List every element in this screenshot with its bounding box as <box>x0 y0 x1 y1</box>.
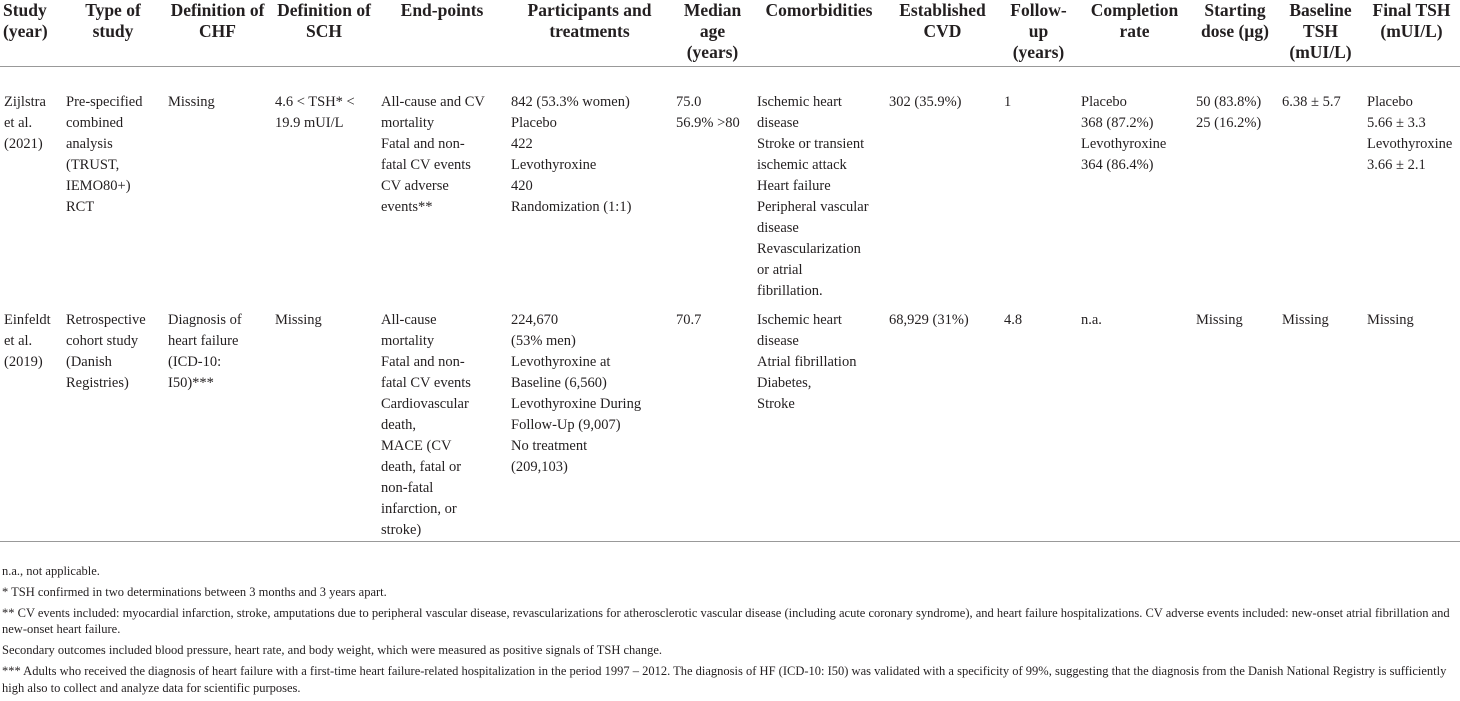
cell-line: No treatment <box>511 438 588 454</box>
cell-line: (2021) <box>4 136 43 152</box>
footnote: ** CV events included: myocardial infarction, stroke, amputations due to peripheral vascular disease, revascularizations for atherosclerotic vascular disease (including acute coronary syndrome), and heart failure hospitalizations. CV adverse events included: new-onset atrial fibrillation and new-onset heart failure. <box>2 605 1450 637</box>
cell-line: Fatal and non- <box>381 354 465 370</box>
header-age: Median age (years) <box>672 0 753 67</box>
cell-age <box>672 302 753 542</box>
table-row <box>0 302 1460 542</box>
cell-line: Levothyroxine <box>1367 136 1453 152</box>
cell-line: Registries) <box>66 375 129 391</box>
cell-line: disease <box>757 333 799 349</box>
header-baseline: Baseline TSH (mUI/L) <box>1278 0 1363 67</box>
footnotes <box>2 563 1457 701</box>
cell-line: death, <box>381 417 417 433</box>
header-dose: Starting dose (µg) <box>1192 0 1278 67</box>
header-type: Type of study <box>62 0 164 67</box>
cell-line: 4.8 <box>1004 312 1023 328</box>
cell-line: Peripheral vascular <box>757 199 869 215</box>
cell-line: non-fatal <box>381 480 434 496</box>
cell-line: 56.9% >80 <box>676 115 740 131</box>
footnote: *** Adults who received the diagnosis of heart failure with a first-time heart failure-related hospitalization in the period 1997 – 2012. The diagnosis of HF (ICD-10: I50) was validated with a specificity of 99%, suggesting that the diagnosis from the Danish National Registry is sufficiently high also to collect and analyze data for scientific purposes. <box>2 663 1447 695</box>
header-comorbidities: Comorbidities <box>753 0 885 67</box>
header-study: Study (year) <box>0 0 62 67</box>
cell-line: Ischemic heart <box>757 94 842 110</box>
cell-line: Missing <box>1196 312 1243 328</box>
cell-line: MACE (CV <box>381 438 452 454</box>
cell-line: cohort study <box>66 333 139 349</box>
cell-sch <box>271 302 377 542</box>
cell-line: mortality <box>381 115 435 131</box>
cell-line: Revascularization <box>757 241 861 257</box>
cell-line: Heart failure <box>757 178 831 194</box>
cell-line: Ischemic heart <box>757 312 842 328</box>
cell-line: 3.66 ± 2.1 <box>1367 157 1426 173</box>
cell-line: 422 <box>511 136 533 152</box>
footnote: n.a., not applicable. <box>2 564 100 578</box>
cell-line: events** <box>381 199 433 215</box>
header-sch: Definition of SCH <box>271 0 377 67</box>
cell-line: Baseline (6,560) <box>511 375 607 391</box>
cell-line: disease <box>757 220 799 236</box>
cell-line: n.a. <box>1081 312 1102 328</box>
cell-line: 50 (83.8%) <box>1196 94 1262 110</box>
cell-line: heart failure <box>168 333 239 349</box>
header-final: Final TSH (mUI/L) <box>1363 0 1460 67</box>
header-cvd: Established CVD <box>885 0 1000 67</box>
cell-final <box>1363 67 1460 303</box>
cell-cvd <box>885 67 1000 303</box>
cell-line: IEMO80+) <box>66 178 131 194</box>
cell-line: Pre-specified <box>66 94 143 110</box>
cell-line: Missing <box>275 312 322 328</box>
cell-line: fatal CV events <box>381 157 471 173</box>
cell-baseline <box>1278 67 1363 303</box>
cell-participants <box>507 302 672 542</box>
cell-line: 4.6 < TSH* < <box>275 94 355 110</box>
header-endpoints: End-points <box>377 0 507 67</box>
cell-line: Levothyroxine During <box>511 396 642 412</box>
cell-dose <box>1192 302 1278 542</box>
cell-line: infarction, or <box>381 501 457 517</box>
cell-dose <box>1192 67 1278 303</box>
cell-line: RCT <box>66 199 95 215</box>
cell-comorbidities <box>753 67 885 303</box>
cell-line: 842 (53.3% women) <box>511 94 630 110</box>
cell-line: Placebo <box>1081 94 1127 110</box>
cell-followup <box>1000 302 1077 542</box>
cell-line: 19.9 mUI/L <box>275 115 344 131</box>
cell-chf <box>164 67 271 303</box>
cell-line: mortality <box>381 333 435 349</box>
cell-line: Missing <box>168 94 215 110</box>
table-row <box>0 67 1460 303</box>
cell-line: Levothyroxine <box>1081 136 1167 152</box>
footnote: * TSH confirmed in two determinations between 3 months and 3 years apart. <box>2 584 387 599</box>
cell-line: 302 (35.9%) <box>889 94 962 110</box>
cell-baseline <box>1278 302 1363 542</box>
cell-participants <box>507 67 672 303</box>
header-completion: Completion rate <box>1077 0 1192 67</box>
cell-line: death, fatal or <box>381 459 462 475</box>
cell-line: 364 (86.4%) <box>1081 157 1154 173</box>
cell-line: 224,670 <box>511 312 559 328</box>
cell-line: Stroke or transient <box>757 136 865 152</box>
cell-line: Missing <box>1367 312 1414 328</box>
cell-line: et al. <box>4 115 33 131</box>
cell-line: Placebo <box>511 115 557 131</box>
cell-line: disease <box>757 115 799 131</box>
cell-completion <box>1077 67 1192 303</box>
cell-line: Levothyroxine <box>511 157 597 173</box>
cell-study <box>0 302 62 542</box>
cell-line: Levothyroxine at <box>511 354 611 370</box>
cell-age <box>672 67 753 303</box>
cell-line: Missing <box>1282 312 1329 328</box>
cell-line: (TRUST, <box>66 157 120 173</box>
cell-line: et al. <box>4 333 33 349</box>
cell-line: 420 <box>511 178 533 194</box>
cell-line: (53% men) <box>511 333 576 349</box>
cell-line: (209,103) <box>511 459 568 475</box>
cell-line: Diagnosis of <box>168 312 242 328</box>
cell-line: Follow-Up (9,007) <box>511 417 621 433</box>
cell-line: Zijlstra <box>4 94 46 110</box>
cell-line: fibrillation. <box>757 283 823 299</box>
cell-endpoints <box>377 67 507 303</box>
footnote: Secondary outcomes included blood pressure, heart rate, and body weight, which were measured as positive signals of TSH change. <box>2 643 663 658</box>
cell-line: ischemic attack <box>757 157 847 173</box>
cell-line: (2019) <box>4 354 43 370</box>
cell-completion <box>1077 302 1192 542</box>
cell-line: I50)*** <box>168 375 214 391</box>
cell-line: 6.38 ± 5.7 <box>1282 94 1341 110</box>
cell-study <box>0 67 62 303</box>
table-header-row <box>0 0 1460 67</box>
cell-line: Cardiovascular <box>381 396 469 412</box>
cell-followup <box>1000 67 1077 303</box>
cell-line: 1 <box>1004 94 1012 110</box>
cell-type <box>62 302 164 542</box>
cell-line: CV adverse <box>381 178 449 194</box>
cell-line: Fatal and non- <box>381 136 465 152</box>
cell-line: (ICD-10: <box>168 354 222 370</box>
cell-comorbidities <box>753 302 885 542</box>
cell-line: 25 (16.2%) <box>1196 115 1262 131</box>
cell-type <box>62 67 164 303</box>
cell-line: stroke) <box>381 522 422 538</box>
cell-line: 68,929 (31%) <box>889 312 969 328</box>
cell-endpoints <box>377 302 507 542</box>
cell-line: All-cause and CV <box>381 94 485 110</box>
cell-sch <box>271 67 377 303</box>
cell-line: 75.0 <box>676 94 702 110</box>
cell-line: Randomization (1:1) <box>511 199 632 215</box>
cell-chf <box>164 302 271 542</box>
cell-line: All-cause <box>381 312 437 328</box>
cell-line: combined <box>66 115 124 131</box>
cell-final <box>1363 302 1460 542</box>
cell-line: 70.7 <box>676 312 702 328</box>
header-followup: Follow-up (years) <box>1000 0 1077 67</box>
cell-line: Einfeldt <box>4 312 51 328</box>
cell-line: Stroke <box>757 396 795 412</box>
header-chf: Definition of CHF <box>164 0 271 67</box>
cell-line: Placebo <box>1367 94 1413 110</box>
cell-line: 5.66 ± 3.3 <box>1367 115 1426 131</box>
header-participants: Participants and treatments <box>507 0 672 67</box>
cell-line: or atrial <box>757 262 803 278</box>
cell-line: analysis <box>66 136 113 152</box>
cell-cvd <box>885 302 1000 542</box>
cell-line: Retrospective <box>66 312 146 328</box>
cell-line: 368 (87.2%) <box>1081 115 1154 131</box>
cell-line: (Danish <box>66 354 112 370</box>
cell-line: Atrial fibrillation <box>757 354 857 370</box>
cell-line: fatal CV events <box>381 375 471 391</box>
cell-line: Diabetes, <box>757 375 812 391</box>
